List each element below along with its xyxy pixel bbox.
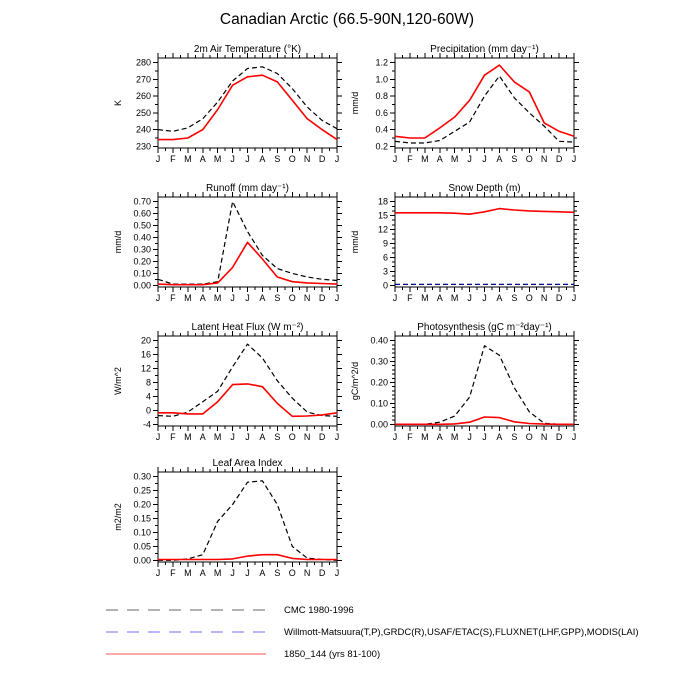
legend [104,599,639,665]
x-tick-label: N [303,432,311,442]
y-tick-label: 0.30 [370,356,388,367]
series-model-1850_144 [395,65,574,138]
x-tick-label: A [259,432,266,442]
x-tick-label: J [334,154,340,164]
y-tick-label: 9 [382,238,388,249]
x-tick-label: J [392,432,398,442]
y-tick-label: 0.00 [370,419,388,430]
x-tick-label: O [525,432,533,442]
panel-snow-depth-chart [334,173,588,313]
x-tick-label: J [155,432,161,442]
legend-label: 1850_144 (yrs 81-100) [284,648,381,660]
x-tick-label: M [213,154,222,164]
x-tick-label: M [421,432,429,442]
x-tick-label: N [303,293,311,303]
y-tick-label: 0.30 [133,244,151,255]
x-tick-label: M [421,154,429,164]
y-tick-label: 0.20 [133,499,151,510]
panel-latent-heat-flux-chart [100,312,351,452]
x-tick-label: O [288,432,296,442]
y-axis-label: m2/m2 [113,503,123,531]
y-tick-label: -4 [142,419,151,430]
legend-entry-0 [104,599,639,621]
y-tick-label: 0.8 [375,91,388,102]
y-axis-label: gC/m^2/d [350,361,360,401]
x-tick-label: A [436,432,443,442]
y-tick-label: 0 [382,280,388,291]
panel-runoff-chart [100,173,351,313]
legend-label: CMC 1980-1996 [284,604,354,616]
y-tick-label: 4 [145,391,151,402]
x-tick-label: N [540,154,548,164]
panel-title: Runoff (mm day⁻¹) [206,183,289,194]
x-tick-label: M [213,293,222,303]
y-tick-label: 8 [145,377,151,388]
legend-label: Willmott-Matsuura(T,P),GRDC(R),USAF/ETAC(S),FLUXNET(LHF,GPP),MODIS(LAI) [284,626,639,638]
x-tick-label: A [496,154,503,164]
y-tick-label: 0.70 [133,196,151,207]
x-tick-label: S [274,432,281,442]
x-tick-label: M [450,432,459,442]
y-tick-label: 0.20 [370,377,388,388]
x-tick-label: N [303,568,311,578]
x-tick-label: M [184,568,192,578]
legend-line-swatch [104,604,274,616]
x-tick-label: A [436,154,443,164]
y-tick-label: 18 [377,196,388,207]
x-tick-label: J [334,568,340,578]
panel-precipitation-chart [334,34,588,174]
x-tick-label: F [407,432,413,442]
x-tick-label: J [334,293,340,303]
x-tick-label: S [511,293,518,303]
y-axis-label: W/m^2 [113,367,123,395]
legend-entry-1 [104,621,639,643]
legend-line-swatch [104,648,274,660]
y-tick-label: 0.00 [133,555,151,566]
y-tick-label: 0.6 [375,107,388,118]
x-tick-label: M [450,293,459,303]
x-tick-label: J [392,293,398,303]
y-tick-label: 0.00 [133,280,151,291]
x-tick-label: O [525,154,533,164]
x-tick-label: J [571,293,577,303]
y-tick-label: 0.20 [133,256,151,267]
x-tick-label: N [540,293,548,303]
x-tick-label: J [467,154,472,164]
series-obs-dashed [158,344,337,416]
x-tick-label: S [511,154,518,164]
y-axis-label: mm/d [350,91,360,115]
x-tick-label: A [259,293,266,303]
y-tick-label: 3 [382,266,388,277]
series-model-1850_144 [158,75,337,139]
series-model-1850_144 [158,242,337,284]
legend-entry-2 [104,643,639,665]
x-tick-label: A [496,432,503,442]
x-tick-label: N [540,432,548,442]
x-tick-label: F [170,293,176,303]
y-tick-label: 16 [140,349,151,360]
x-tick-label: O [288,568,296,578]
figure-title: Canadian Arctic (66.5-90N,120-60W) [219,11,475,28]
x-tick-label: A [199,568,206,578]
y-tick-label: 0.10 [133,268,151,279]
x-tick-label: M [184,154,192,164]
panel-title: 2m Air Temperature (°K) [193,44,302,55]
y-tick-label: 270 [135,74,151,85]
x-tick-label: O [288,293,296,303]
x-tick-label: J [482,432,487,442]
y-tick-label: 260 [135,91,151,102]
y-tick-label: 0.10 [370,398,388,409]
series-model-1850_144 [158,384,337,416]
panel-title: Latent Heat Flux (W m⁻²) [191,322,304,333]
y-tick-label: 0.40 [370,335,388,346]
x-tick-label: F [407,293,413,303]
x-tick-label: M [184,432,192,442]
x-tick-label: J [155,568,161,578]
x-tick-label: D [318,154,326,164]
x-tick-label: J [571,432,577,442]
x-tick-label: J [334,432,340,442]
x-tick-label: D [555,432,563,442]
x-tick-label: J [155,293,161,303]
panel-title: Leaf Area Index [212,458,283,469]
panel-title: Precipitation (mm day⁻¹) [430,44,539,55]
x-tick-label: O [525,293,533,303]
panel-photosynthesis-chart [334,312,588,452]
x-tick-label: J [482,293,487,303]
y-tick-label: 0.60 [133,208,151,219]
x-tick-label: A [496,293,503,303]
y-tick-label: 0.2 [375,141,388,152]
x-tick-label: S [511,432,518,442]
y-tick-label: 0.30 [133,471,151,482]
y-axis-label: mm/d [113,230,123,254]
x-tick-label: O [288,154,296,164]
y-tick-label: 12 [140,363,151,374]
y-tick-label: 1.2 [375,57,388,68]
panel-air-temperature-chart [100,34,351,174]
y-axis-label: mm/d [350,230,360,254]
x-tick-label: F [407,154,413,164]
x-tick-label: J [245,293,250,303]
y-tick-label: 12 [377,224,388,235]
x-tick-label: J [230,293,235,303]
x-tick-label: S [274,568,281,578]
x-tick-label: J [230,432,235,442]
y-tick-label: 1.0 [375,74,388,85]
x-tick-label: D [318,432,326,442]
y-tick-label: 0.25 [133,485,151,496]
y-tick-label: 0.4 [375,124,388,135]
x-tick-label: J [245,568,250,578]
x-tick-label: D [555,293,563,303]
x-tick-label: N [303,154,311,164]
y-axis-label: K [113,99,123,107]
x-tick-label: F [170,568,176,578]
x-tick-label: A [199,432,206,442]
x-tick-label: A [199,293,206,303]
y-tick-label: 20 [140,335,151,346]
y-tick-label: 0.05 [133,541,151,552]
y-tick-label: 6 [382,252,388,263]
y-tick-label: 240 [135,124,151,135]
x-tick-label: S [274,293,281,303]
x-tick-label: M [184,293,192,303]
y-tick-label: 0.40 [133,232,151,243]
legend-line-swatch [104,626,274,638]
y-tick-label: 15 [377,210,388,221]
y-tick-label: 280 [135,57,151,68]
y-tick-label: 0.50 [133,220,151,231]
x-tick-label: M [450,154,459,164]
x-tick-label: J [467,432,472,442]
x-tick-label: F [170,154,176,164]
series-model-1850_144 [395,209,574,215]
x-tick-label: J [245,154,250,164]
series-obs-dashed [395,346,574,425]
x-tick-label: M [213,432,222,442]
x-tick-label: J [571,154,577,164]
panel-title: Snow Depth (m) [448,183,521,194]
y-tick-label: 0 [145,405,151,416]
y-tick-label: 250 [135,107,151,118]
series-obs-dashed [395,76,574,143]
x-tick-label: J [230,154,235,164]
x-tick-label: M [213,568,222,578]
y-tick-label: 0.15 [133,513,151,524]
x-tick-label: J [392,154,398,164]
x-tick-label: S [274,154,281,164]
series-model-1850_144 [158,555,337,560]
y-tick-label: 230 [135,141,151,152]
x-tick-label: A [259,154,266,164]
x-tick-label: A [199,154,206,164]
x-tick-label: J [482,154,487,164]
x-tick-label: A [259,568,266,578]
x-tick-label: D [318,568,326,578]
x-tick-label: J [230,568,235,578]
x-tick-label: A [436,293,443,303]
x-tick-label: D [555,154,563,164]
x-tick-label: F [170,432,176,442]
x-tick-label: J [467,293,472,303]
x-tick-label: J [245,432,250,442]
panel-title: Photosynthesis (gC m⁻²day⁻¹) [417,322,552,333]
y-tick-label: 0.10 [133,527,151,538]
x-tick-label: J [155,154,161,164]
x-tick-label: D [318,293,326,303]
series-obs-dashed [158,481,337,561]
x-tick-label: M [421,293,429,303]
panel-leaf-area-index-chart [100,448,351,588]
